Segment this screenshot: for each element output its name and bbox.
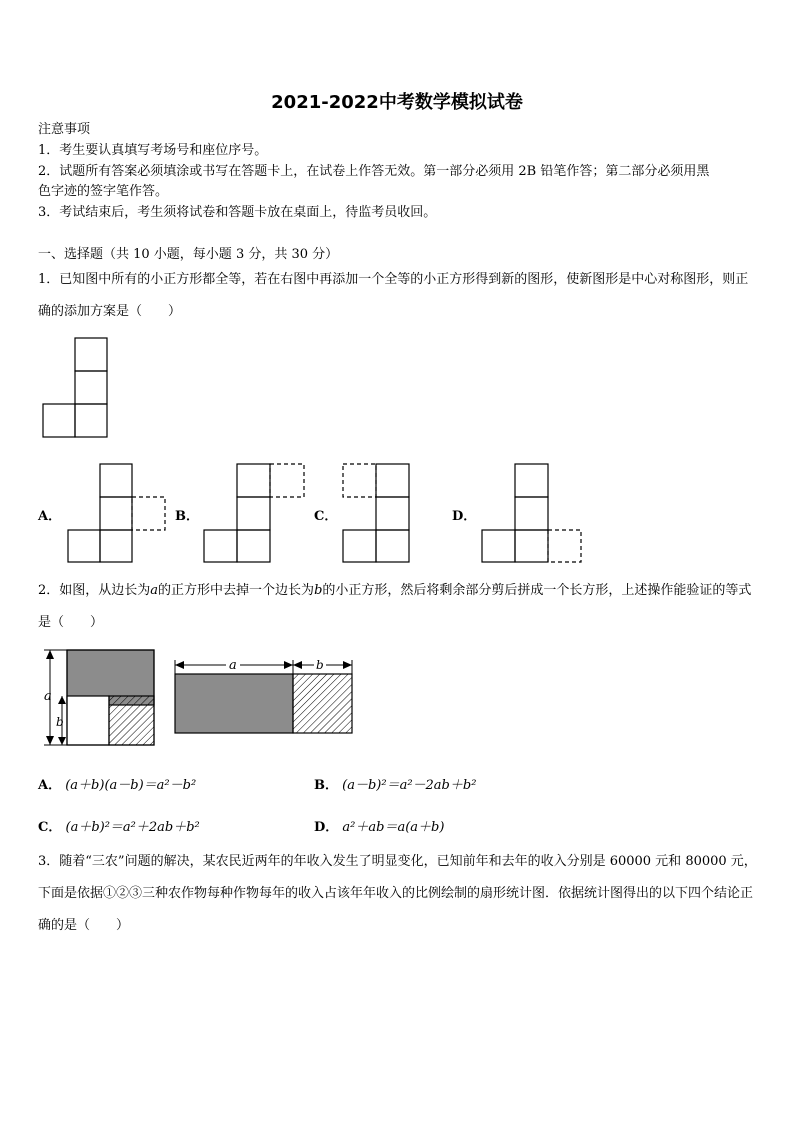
q2-option-c[interactable] [38, 816, 200, 835]
note-item-3: 3．考试结束后，考生须将试卷和答题卡放在桌面上，待监考员收回。 [38, 205, 437, 220]
q2-option-b[interactable] [314, 774, 476, 793]
q2-option-b-formula: (a－b)²＝a²－2ab＋b² [342, 778, 477, 793]
q2-option-a-formula: (a＋b)(a－b)＝a²－b² [65, 778, 197, 793]
section-heading: 一、选择题（共 10 小题，每小题 3 分，共 30 分） [38, 247, 339, 262]
q2-text-pre: 2．如图，从边长为 [38, 583, 151, 598]
q2-option-d-label: D． [314, 820, 339, 835]
q2-option-d-formula: a²＋ab＝a(a＋b) [342, 820, 445, 835]
fig-label-b-top: b [316, 658, 324, 672]
q1-option-d[interactable]: D． [452, 509, 477, 524]
question-2-text [38, 575, 760, 639]
page-title: 2021-2022中考数学模拟试卷 [271, 92, 523, 113]
q2-option-b-label: B． [314, 778, 338, 793]
note-item-1: 1．考生要认真填写考场号和座位序号。 [38, 143, 268, 158]
question-2-figures [0, 640, 794, 755]
reference-shape [43, 338, 107, 437]
question-3-text: 3．随着“三农”问题的解决，某农民近两年的年收入发生了明显变化，已知前年和去年的收入分别是 60000 元和 80000 元，下面是依据①②③三种农作物每种作物每年的收入占该年年收入的比例绘制的扇形统计图．依据统计图得出的以下四个结论正确的是（ ） [38, 854, 757, 933]
q2-var-b: b [314, 583, 323, 598]
note-item-2-cont: 色字迹的签字笔作答。 [38, 184, 169, 199]
q1-option-a[interactable]: A． [38, 509, 62, 524]
q2-text-post: 的小正方形，然后将剩余部分剪后拼成一个长方形，上述操作能验证的等式是（ ） [38, 583, 752, 630]
option-d-figure [482, 464, 581, 562]
q1-option-b[interactable]: B． [175, 509, 199, 524]
q2-text-mid: 的正方形中去掉一个边长为 [158, 583, 315, 598]
fig-label-a-top: a [229, 658, 237, 673]
question-1-text: 1．已知图中所有的小正方形都全等，若在右图中再添加一个全等的小正方形得到新的图形，使新图形是中心对称图形，则正确的添加方案是（ ） [38, 272, 749, 319]
q2-option-c-formula: (a＋b)²＝a²＋2ab＋b² [65, 820, 200, 835]
q2-option-a-label: A． [38, 778, 62, 793]
q2-option-c-label: C． [38, 820, 62, 835]
q2-option-d[interactable] [314, 816, 444, 835]
fig-label-b-left: b [56, 715, 64, 729]
option-a-figure [68, 464, 165, 562]
q1-option-c[interactable]: C． [314, 509, 338, 524]
option-b-figure [204, 464, 304, 562]
note-item-2: 2．试题所有答案必须填涂或书写在答题卡上，在试卷上作答无效。第一部分必须用 2B 铅笔作答；第二部分必须用黑 [38, 164, 710, 179]
fig-label-a-left: a [44, 689, 52, 704]
notes-heading: 注意事项 [38, 122, 91, 137]
option-c-figure [343, 464, 409, 562]
question-1-figures [0, 330, 794, 570]
square-figure [44, 650, 154, 745]
q2-option-a[interactable] [38, 774, 196, 793]
q2-var-a: a [150, 583, 159, 598]
